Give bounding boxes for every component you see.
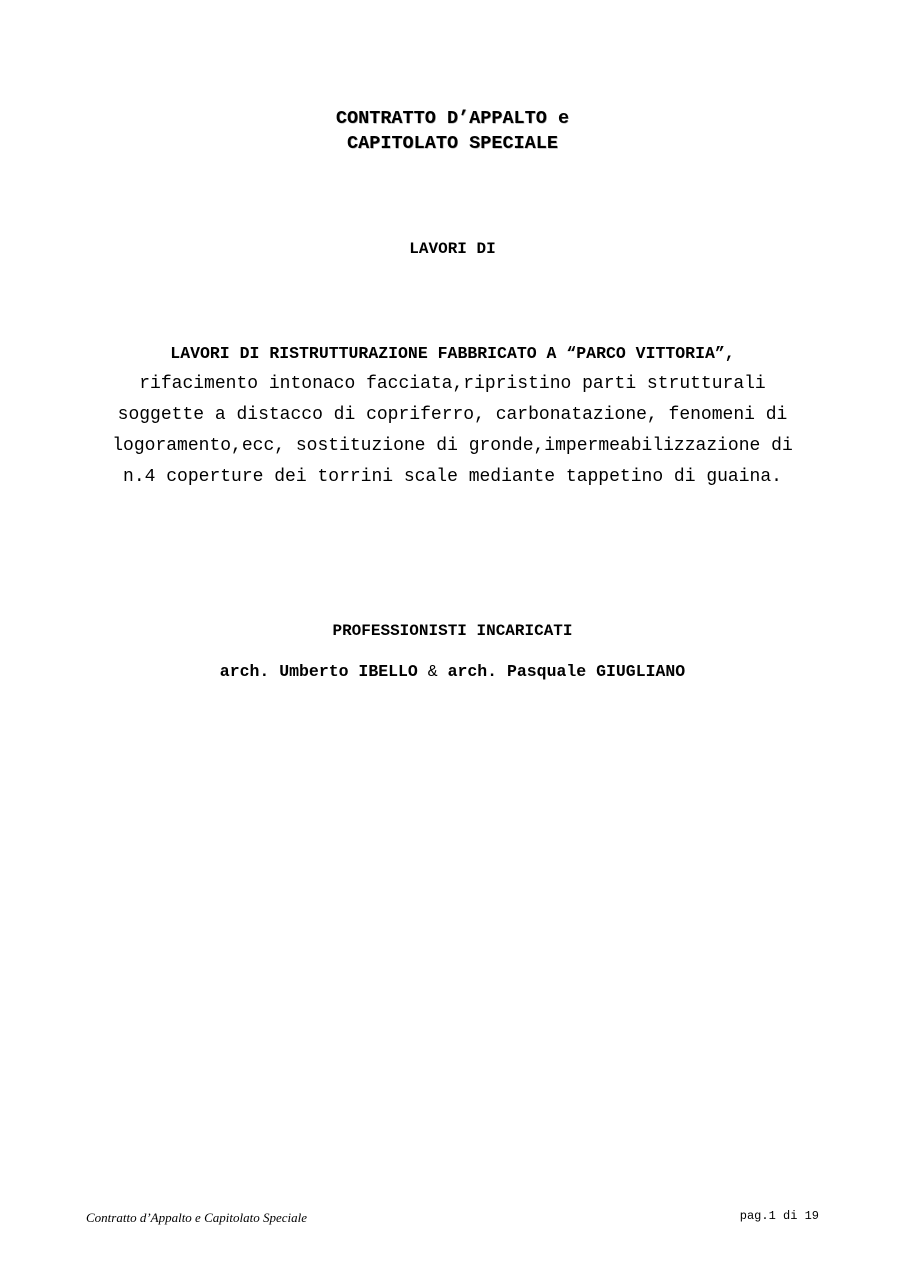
footer-page-number: pag.1 di 19 <box>739 1209 819 1223</box>
title-line-1: CONTRATTO D’APPALTO e <box>335 108 570 129</box>
works-heading: LAVORI DI <box>409 240 496 258</box>
professional-2: arch. Pasquale GIUGLIANO <box>447 662 686 681</box>
description-line-1: LAVORI DI RISTRUTTURAZIONE FABBRICATO A “PARCO VITTORIA”, <box>170 344 735 363</box>
names-separator: & <box>427 662 438 681</box>
works-description <box>0 338 905 493</box>
professional-1: arch. Umberto IBELLO <box>219 662 418 681</box>
document-title <box>0 106 905 156</box>
title-line-2: CAPITOLATO SPECIALE <box>347 133 558 154</box>
description-line-4: logoramento,ecc, sostituzione di gronde,impermeabilizzazione di <box>112 436 793 456</box>
description-line-5: n.4 coperture dei torrini scale mediante tappetino di guaina. <box>123 467 782 487</box>
professionals-heading: PROFESSIONISTI INCARICATI <box>332 622 573 640</box>
footer-document-name: Contratto d’Appalto e Capitolato Speciale <box>86 1210 307 1225</box>
professionals-names <box>0 661 905 683</box>
description-line-2: rifacimento intonaco facciata,ripristino parti strutturali <box>139 374 766 394</box>
description-line-3: soggette a distacco di copriferro, carbonatazione, fenomeni di <box>117 405 788 425</box>
